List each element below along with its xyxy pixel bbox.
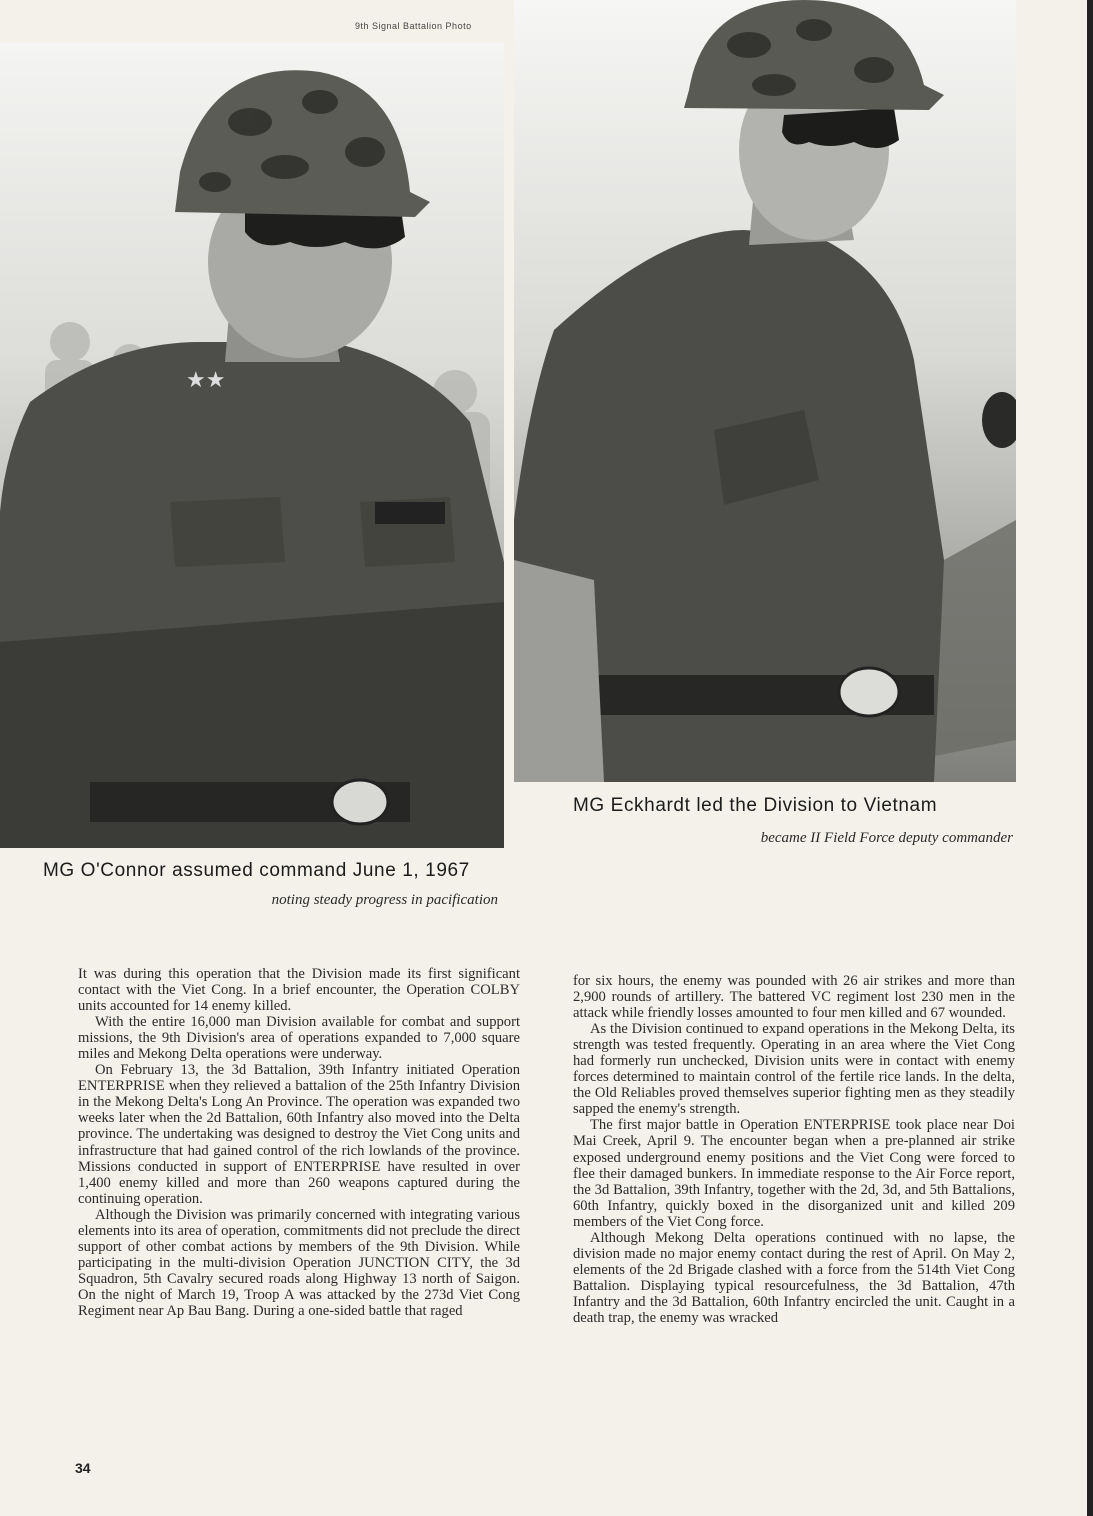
photo-eckhardt-illustration <box>514 0 1016 782</box>
photo-mg-oconnor <box>0 42 504 848</box>
caption-oconnor: MG O'Connor assumed command June 1, 1967 <box>43 860 470 881</box>
body-column-right <box>573 973 1015 1326</box>
paragraph: It was during this operation that the Division made its first significant contact with the Viet Cong. In a brief encounter, the Operation COLBY units accounted for 14 enemy killed. <box>78 966 520 1015</box>
paragraph: Although Mekong Delta operations continued with no lapse, the division made no major enemy contact during the rest of April. On May 2, elements of the 2d Brigade clashed with a force from the 514th Viet Cong Battalion. Displaying typical resourcefulness, the 3d Battalion, 47th Infantry and the 3d Battalion, 60th Infantry encircled the unit. Caught in a death trap, the enemy was wracked <box>573 1229 1015 1326</box>
page-number: 34 <box>75 1460 91 1476</box>
paragraph: Although the Division was primarily concerned with integrating various elements into its area of operation, commitments did not preclude the direct support of other combat actions by members of the 9th Division. While participating in the multi-division Operation JUNCTION CITY, the 3d Squadron, 5th Cavalry secured roads along Highway 13 north of Saigon. On the night of March 19, Troop A was attacked by the 273d Viet Cong Regiment near Ap Bau Bang. During a one-sided battle that raged <box>78 1206 520 1319</box>
paragraph: As the Division continued to expand operations in the Mekong Delta, its strength was tested frequently. Operating in an area where the Viet Cong had formerly run unchecked, Division units were in contact with enemy forces determined to maintain control of the fertile rice lands. In the delta, the Old Reliables proved themselves superior fighting men as they steadily sapped the enemy's strength. <box>573 1021 1015 1118</box>
caption-eckhardt: MG Eckhardt led the Division to Vietnam <box>573 795 938 816</box>
photo-credit: 9th Signal Battalion Photo <box>355 21 472 31</box>
subcaption-oconnor: noting steady progress in pacification <box>271 892 498 908</box>
paragraph: With the entire 16,000 man Division available for combat and support missions, the 9th Division's area of operations expanded to 7,000 square miles and Mekong Delta operations were underway. <box>78 1014 520 1063</box>
paragraph: On February 13, the 3d Battalion, 39th Infantry initiated Operation ENTERPRISE when they relieved a battalion of the 25th Infantry Division in the Mekong Delta's Long An Province. The operation was expanded two weeks later when the 2d Battalion, 60th Infantry also moved into the Delta province. The undertaking was designed to destroy the Viet Cong units and infrastructure that had gained control of the rich lowlands of the province. Missions conducted in support of ENTERPRISE have resulted in over 1,400 enemy killed and more than 260 weapons captured during the continuing operation. <box>78 1062 520 1207</box>
page-edge <box>1087 0 1093 1516</box>
subcaption-eckhardt: became II Field Force deputy commander <box>760 830 1013 846</box>
photo-mg-eckhardt <box>514 0 1016 782</box>
paragraph: The first major battle in Operation ENTERPRISE took place near Doi Mai Creek, April 9. The encounter began when a pre-planned air strike exposed underground enemy positions and the Viet Cong were forced to flee their damaged bunkers. In immediate response to the Air Force report, the 3d Battalion, 39th Infantry, together with the 2d, 3d, and 5th Battalions, 60th Infantry, quickly boxed in the disorganized unit and killed 209 members of the Viet Cong force. <box>573 1117 1015 1230</box>
svg-text:★★: ★★ <box>186 367 226 392</box>
paragraph: for six hours, the enemy was pounded with 26 air strikes and more than 2,900 rounds of artillery. The battered VC regiment lost 230 men in the attack while friendly losses amounted to four men killed and 67 wounded. <box>573 973 1015 1022</box>
body-column-left <box>78 966 520 1319</box>
photo-oconnor-illustration <box>0 42 504 848</box>
